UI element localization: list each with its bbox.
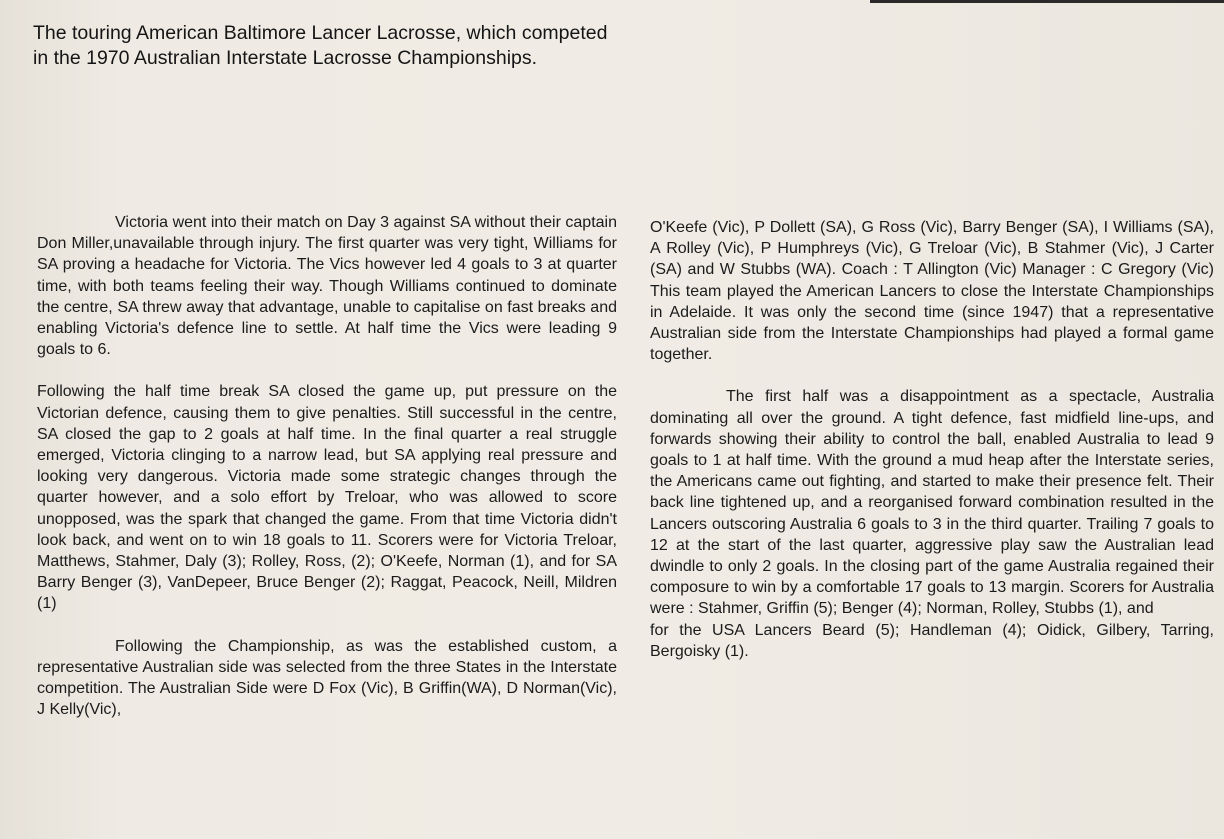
right-column (650, 217, 1214, 662)
paragraph-usa-scorers: for the USA Lancers Beard (5); Handleman (4); Oidick, Gilbery, Tarring, Bergoisky (1). (650, 621, 1214, 660)
left-column (37, 212, 617, 720)
paragraph-game-report: The first half was a disappointment as a spectacle, Australia dominating all over the ground. A tight defence, fast midfield line-ups, and forwards showing their ability to control the ball, enabled Australia to lead 9 goals to 1 at half time. With the ground a mud heap after the Interstate series, the Americans came out fighting, and started to make their presence felt. Their back line tightened up, and a reorganised forward combination resulted in the Lancers outscoring Australia 6 goals to 3 in the third quarter. Trailing 7 goals to 12 at the start of the last quarter, aggressive play saw the Australian lead dwindle to only 2 goals. In the closing part of the game Australia regained their composure to win by a comfortable 17 goals to 13 margin. Scorers for Australia were : Stahmer, Griffin (5); Benger (4); Norman, Rolley, Stubbs (1), and (650, 388, 1214, 618)
paragraph-second-half: Following the half time break SA closed the game up, put pressure on the Victorian defence, causing them to give penalties. Still successful in the centre, SA closed the gap to 2 goals at half time. In the final quarter a real struggle emerged, Victoria clinging to a narrow lead, but SA applying real pressure and looking very dangerous. Victoria made some strategic changes through the quarter however, and a solo effort by Treloar, who was allowed to score unopposed, was the spark that changed the game. From that time Victoria didn't look back, and went on to win 18 goals to 11. Scorers were for Victoria Treloar, Matthews, Stahmer, Daly (3); Rolley, Ross, (2); O'Keefe, Norman (1), and for SA Barry Benger (3), VanDepeer, Bruce Benger (2); Raggat, Peacock, Neill, Mildren (1) (37, 383, 617, 613)
paragraph-day3-match: Victoria went into their match on Day 3 against SA without their captain Don Miller,unavailable through injury. The first quarter was very tight, Williams for SA proving a headache for Victoria. The Vics however led 4 goals to 3 at quarter time, with both teams feeling their way. Though Williams continued to dominate the centre, SA threw away that advantage, unable to capitalise on fast breaks and enabling Victoria's defence line to settle. At half time the Vics were leading 9 goals to 6. (37, 214, 617, 359)
page-edge-shadow (870, 0, 1224, 3)
paragraph-australian-side: Following the Championship, as was the established custom, a representative Australian side was selected from the three States in the Interstate competition. The Australian Side were D Fox (Vic), B Griffin(WA), D Norman(Vic), J Kelly(Vic), (37, 637, 617, 719)
paragraph-team-list: O'Keefe (Vic), P Dollett (SA), G Ross (Vic), Barry Benger (SA), I Williams (SA), A Rolley (Vic), P Humphreys (Vic), G Treloar (Vic), B Stahmer (Vic), J Carter (SA) and W Stubbs (WA). Coach : T Allington (Vic) Manager : C Gregory (Vic) This team played the American Lancers to close the Interstate Championships in Adelaide. It was only the second time (since 1947) that a representative Australian side from the Interstate Championships had played a formal game together. (650, 219, 1214, 364)
photo-caption: The touring American Baltimore Lancer Lacrosse, which competed in the 1970 Australian Interstate Lacrosse Championships. (33, 22, 608, 69)
